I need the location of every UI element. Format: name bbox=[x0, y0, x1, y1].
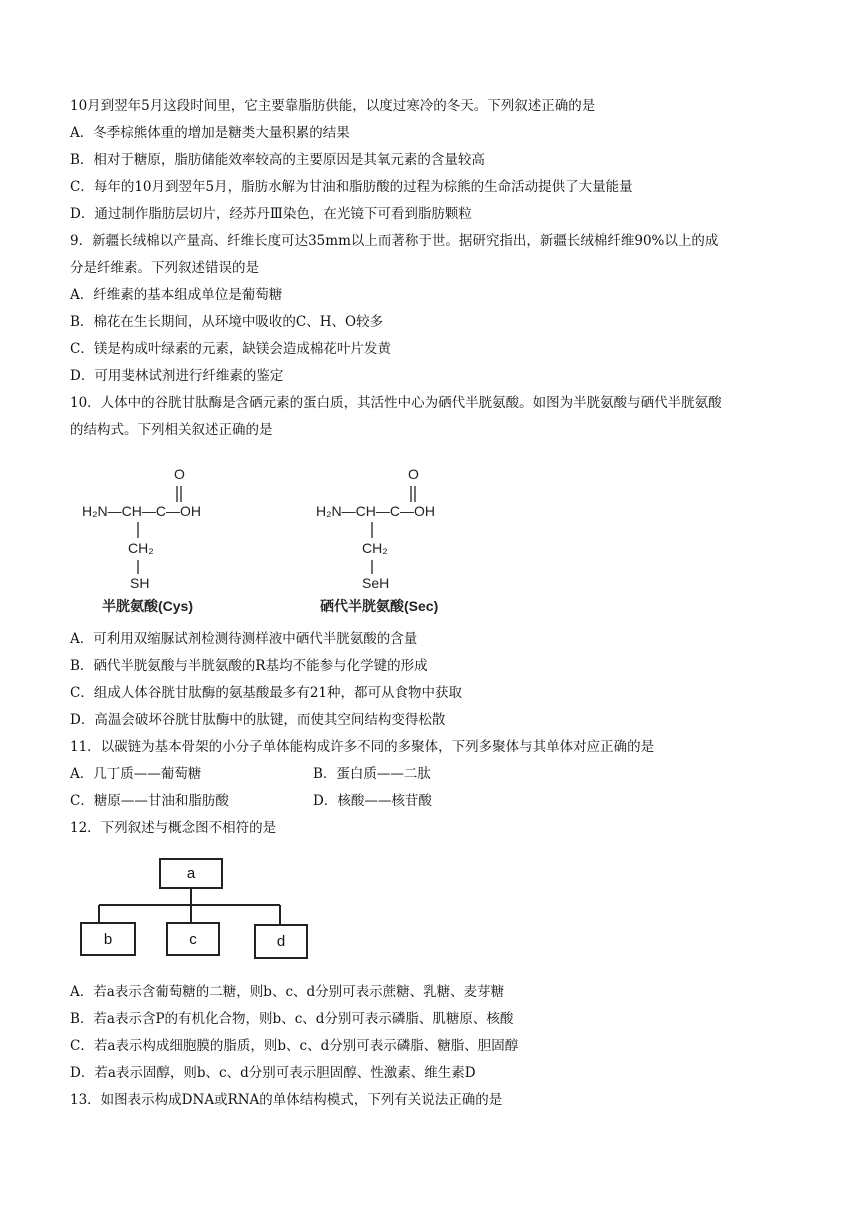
cys-main-chain: H₂N—CH—C—OH bbox=[82, 503, 201, 519]
q10-stem-line1: 10．人体中的谷胱甘肽酶是含硒元素的蛋白质，其活性中心为硒代半胱氨酸。如图为半胱氨酸与硒代半胱氨酸 bbox=[70, 395, 722, 411]
q11-option-c: C．糖原——甘油和脂肪酸 bbox=[70, 793, 229, 809]
q9-option-c: C．镁是构成叶绿素的元素，缺镁会造成棉花叶片发黄 bbox=[70, 341, 391, 357]
sec-main-chain: H₂N—CH—C—OH bbox=[316, 503, 435, 519]
q10-option-b: B．硒代半胱氨酸与半胱氨酸的R基均不能参与化学键的形成 bbox=[70, 658, 428, 674]
cys-ch2: CH₂ bbox=[128, 540, 154, 556]
q10-option-d: D．高温会破坏谷胱甘肽酶中的肽键，而使其空间结构变得松散 bbox=[70, 712, 446, 728]
q9-option-d: D．可用斐林试剂进行纤维素的鉴定 bbox=[70, 368, 284, 384]
q10-option-a: A．可利用双缩脲试剂检测待测样液中硒代半胱氨酸的含量 bbox=[70, 631, 418, 647]
q12-option-a: A．若a表示含葡萄糖的二糖，则b、c、d分别可表示蔗糖、乳糖、麦芽糖 bbox=[70, 984, 505, 1000]
concept-box-a: a bbox=[159, 858, 223, 889]
q9-stem-line1: 9．新疆长绒棉以产量高、纤维长度可达35mm以上而著称于世。据研究指出，新疆长绒棉纤维90%以上的成 bbox=[70, 233, 719, 249]
q12-option-c: C．若a表示构成细胞膜的脂质，则b、c、d分别可表示磷脂、糖脂、胆固醇 bbox=[70, 1038, 519, 1054]
q12-option-b: B．若a表示含P的有机化合物，则b、c、d分别可表示磷脂、肌糖原、核酸 bbox=[70, 1011, 514, 1027]
q12-option-d: D．若a表示固醇，则b、c、d分别可表示胆固醇、性激素、维生素D bbox=[70, 1065, 476, 1081]
q11-option-d: D．核酸——核苷酸 bbox=[313, 793, 432, 809]
sec-oxygen: O bbox=[408, 466, 419, 482]
q11-option-b: B．蛋白质——二肽 bbox=[313, 766, 431, 782]
q12-stem: 12．下列叙述与概念图不相符的是 bbox=[70, 820, 277, 836]
q8-option-d: D．通过制作脂肪层切片，经苏丹Ⅲ染色，在光镜下可看到脂肪颗粒 bbox=[70, 206, 472, 222]
concept-map-diagram bbox=[80, 855, 310, 965]
cysteine-structure-figure bbox=[82, 462, 282, 622]
q10-stem-line2: 的结构式。下列相关叙述正确的是 bbox=[70, 422, 273, 438]
q9-stem-line2: 分是纤维素。下列叙述错误的是 bbox=[70, 260, 259, 276]
q9-option-a: A．纤维素的基本组成单位是葡萄糖 bbox=[70, 287, 283, 303]
q8-option-c: C．每年的10月到翌年5月，脂肪水解为甘油和脂肪酸的过程为棕熊的生命活动提供了大量能量 bbox=[70, 179, 633, 195]
q11-option-a: A．几丁质——葡萄糖 bbox=[70, 766, 202, 782]
concept-box-d: d bbox=[254, 924, 308, 959]
selenocysteine-structure-figure bbox=[316, 462, 516, 622]
q10-option-c: C．组成人体谷胱甘肽酶的氨基酸最多有21种，都可从食物中获取 bbox=[70, 685, 463, 701]
concept-box-c: c bbox=[166, 922, 220, 956]
sec-ch2: CH₂ bbox=[362, 540, 388, 556]
q8-option-a: A．冬季棕熊体重的增加是糖类大量积累的结果 bbox=[70, 125, 350, 141]
q8-stem-continuation: 10月到翌年5月这段时间里，它主要靠脂肪供能，以度过寒冷的冬天。下列叙述正确的是 bbox=[70, 98, 596, 114]
cys-r-group: SH bbox=[130, 575, 150, 591]
q9-option-b: B．棉花在生长期间，从环境中吸收的C、H、O较多 bbox=[70, 314, 384, 330]
concept-box-b: b bbox=[80, 922, 136, 956]
q11-stem: 11．以碳链为基本骨架的小分子单体能构成许多不同的多聚体，下列多聚体与其单体对应正确的是 bbox=[70, 739, 655, 755]
q8-option-b: B．相对于糖原，脂肪储能效率较高的主要原因是其氧元素的含量较高 bbox=[70, 152, 485, 168]
sec-r-group: SeH bbox=[362, 575, 390, 591]
q13-stem: 13．如图表示构成DNA或RNA的单体结构模式，下列有关说法正确的是 bbox=[70, 1092, 503, 1108]
sec-caption: 硒代半胱氨酸(Sec) bbox=[320, 598, 439, 614]
cys-caption: 半胱氨酸(Cys) bbox=[102, 598, 194, 614]
cys-oxygen: O bbox=[174, 466, 185, 482]
